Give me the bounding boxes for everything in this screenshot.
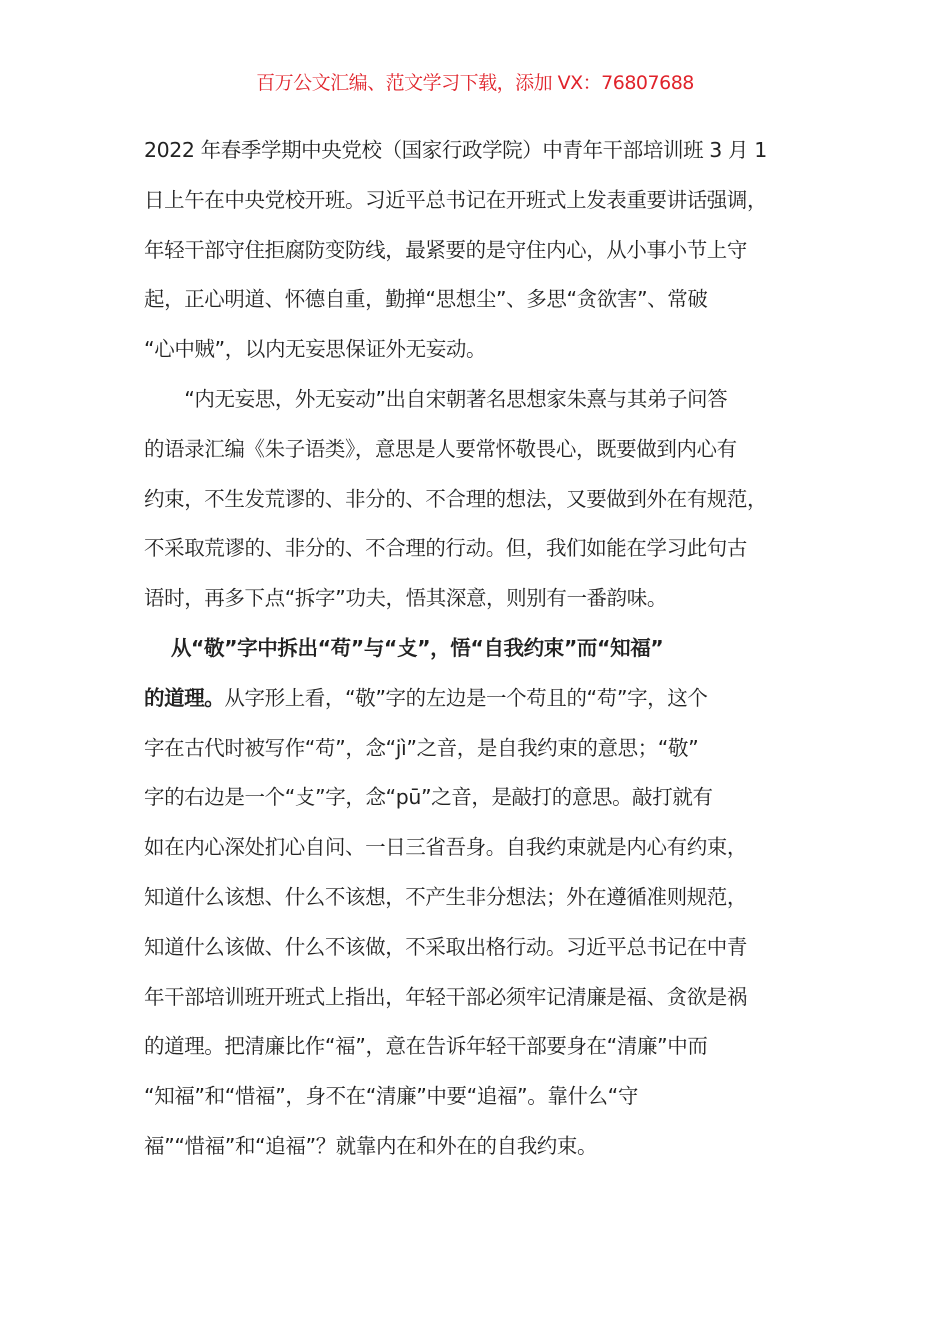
text-line: 知道什么该做、什么不该做，不采取出格行动。习近平总书记在中青 — [144, 934, 747, 959]
text-line: 年轻干部守住拒腐防变防线，最紧要的是守住内心，从小事小节上守 — [144, 237, 747, 262]
text-line: 字的右边是一个“攴”字，念“pū”之音，是敲打的意思。敲打就有 — [144, 785, 713, 810]
text-span: 从字形上看，“敬”字的左边是一个苟且的“苟”字，这个 — [224, 685, 708, 710]
section-heading: 从“敬”字中拆出“苟”与“攴”，悟“自我约束”而“知福” — [144, 635, 664, 660]
text-line: 2022 年春季学期中央党校（国家行政学院）中青年干部培训班 3 月 1 — [144, 138, 767, 162]
text-line: 语时，再多下点“拆字”功夫，悟其深意，则别有一番韵味。 — [144, 586, 667, 611]
section-heading-end: 的道理。 — [144, 685, 225, 710]
text-line: 字在古代时被写作“苟”，念“jì”之音，是自我约束的意思；“敬” — [144, 735, 699, 760]
text-line: “心中贼”，以内无妄思保证外无妄动。 — [144, 337, 487, 362]
text-line: 知道什么该想、什么不该想，不产生非分想法；外在遵循准则规范， — [144, 884, 747, 909]
text-line: 日上午在中央党校开班。习近平总书记在开班式上发表重要讲话强调， — [144, 187, 768, 212]
text-line — [144, 681, 824, 731]
watermark-header: 百万公文汇编、范文学习下载，添加 VX：76807688 — [256, 72, 694, 94]
text-line: 的道理。把清廉比作“福”，意在告诉年轻干部要身在“清廉”中而 — [144, 1034, 708, 1059]
text-line: “知福”和“惜福”，身不在“清廉”中要“追福”。靠什么“守 — [144, 1084, 638, 1109]
text-line: 约束，不生发荒谬的、非分的、不合理的想法，又要做到外在有规范， — [144, 486, 768, 511]
document-body — [144, 133, 824, 1179]
text-line: 不采取荒谬的、非分的、不合理的行动。但，我们如能在学习此句古 — [144, 536, 747, 561]
text-line: 年干部培训班开班式上指出，年轻干部必须牢记清廉是福、贪欲是祸 — [144, 984, 747, 1009]
text-line: 起，正心明道、怀德自重，勤掸“思想尘”、多思“贪欲害”、常破 — [144, 287, 708, 312]
text-line: 福”“惜福”和“追福”？就靠内在和外在的自我约束。 — [144, 1133, 598, 1158]
text-line: 如在内心深处扪心自问、一日三省吾身。自我约束就是内心有约束， — [144, 835, 747, 860]
text-line: “内无妄思，外无妄动”出自宋朝著名思想家朱熹与其弟子问答 — [144, 386, 728, 411]
text-line: 的语录汇编《朱子语类》，意思是人要常怀敬畏心，既要做到内心有 — [144, 436, 737, 461]
